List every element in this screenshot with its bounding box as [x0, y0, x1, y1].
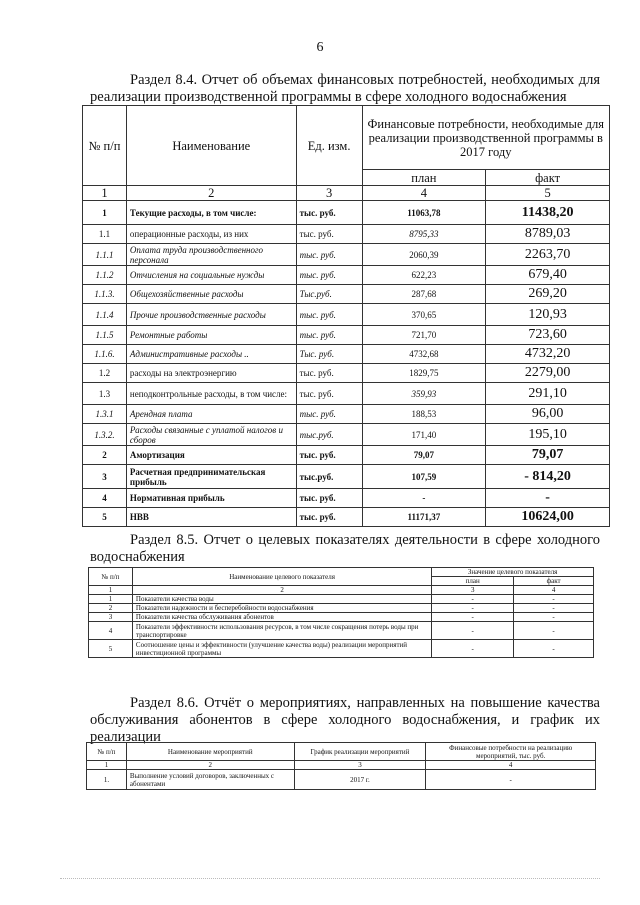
row-name: операционные расходы, из них [126, 225, 296, 244]
row-num: 5 [89, 640, 133, 658]
row-unit: тыс. руб. [296, 446, 362, 465]
header-indicator-name: Наименование целевого показателя [132, 568, 431, 586]
row-unit: тыс. руб. [296, 304, 362, 326]
table-row [89, 613, 594, 622]
row-fact: - [514, 613, 594, 622]
table-row [83, 345, 610, 364]
row-fact: 4732,20 [486, 345, 610, 364]
row-plan: - [432, 622, 514, 640]
row-name: Соотношение цены и эффективности (улучшение качества воды) реализации мероприятий инвестиционной программы [132, 640, 431, 658]
row-num: 5 [83, 508, 127, 527]
row-unit: тыс. руб. [296, 508, 362, 527]
header-plan: план [362, 170, 486, 186]
row-name: Выполнение условий договоров, заключенных с абонентами [126, 770, 294, 790]
table-row [83, 285, 610, 304]
row-plan: 721,70 [362, 326, 486, 345]
header-measures-name: Наименование мероприятий [126, 743, 294, 761]
col-number: 4 [362, 186, 486, 201]
table-row [83, 489, 610, 508]
table-row [83, 424, 610, 446]
row-fact: 11438,20 [486, 201, 610, 225]
row-plan: 2060,39 [362, 244, 486, 266]
row-unit: Тыс.руб. [296, 285, 362, 304]
financial-needs-rows [83, 201, 610, 527]
table-row [83, 304, 610, 326]
table-row [83, 225, 610, 244]
row-fact: - [514, 622, 594, 640]
row-num: 1.1.1 [83, 244, 127, 266]
col-number: 2 [126, 761, 294, 770]
table-row [83, 266, 610, 285]
row-num: 1.1.2 [83, 266, 127, 285]
row-name: Арендная плата [126, 405, 296, 424]
header-fact: факт [486, 170, 610, 186]
row-plan: - [432, 595, 514, 604]
table-row [83, 508, 610, 527]
col-number: 2 [132, 586, 431, 595]
row-unit: тыс.руб. [296, 465, 362, 489]
row-fact: - [514, 595, 594, 604]
row-num: 3 [83, 465, 127, 489]
row-fact: - [486, 489, 610, 508]
section-8-6-title: Раздел 8.6. Отчёт о мероприятиях, направленных на повышение качества обслуживания абонентов в сфере холодного водоснабжения, и график их реализации [90, 695, 600, 745]
col-number: 1 [87, 761, 127, 770]
row-unit: тыс. руб. [296, 405, 362, 424]
row-plan: 4732,68 [362, 345, 486, 364]
row-plan: 107,59 [362, 465, 486, 489]
target-indicators-table [88, 567, 594, 658]
row-name: Расчетная предпринимательская прибыль [126, 465, 296, 489]
row-name: расходы на электроэнергию [126, 364, 296, 383]
table-row [83, 364, 610, 383]
header-fact: факт [514, 577, 594, 586]
header-name: Наименование [126, 106, 296, 186]
row-fact: 195,10 [486, 424, 610, 446]
row-name: неподконтрольные расходы, в том числе: [126, 383, 296, 405]
row-fact: 2263,70 [486, 244, 610, 266]
measures-table [86, 742, 596, 790]
table-row [83, 326, 610, 345]
row-schedule: 2017 г. [294, 770, 426, 790]
col-number: 4 [426, 761, 596, 770]
header-financial-needs: Финансовые потребности, необходимые для реализации производственной программы в 2017 году [362, 106, 609, 170]
row-plan: 11171,37 [362, 508, 486, 527]
row-fact: 10624,00 [486, 508, 610, 527]
row-name: Амортизация [126, 446, 296, 465]
row-num: 2 [89, 604, 133, 613]
col-number: 1 [83, 186, 127, 201]
row-plan: 171,40 [362, 424, 486, 446]
row-name: Административные расходы .. [126, 345, 296, 364]
table-row [83, 465, 610, 489]
row-name: Показатели качества воды [132, 595, 431, 604]
row-fact: 79,07 [486, 446, 610, 465]
row-name: Нормативная прибыль [126, 489, 296, 508]
table-row [83, 244, 610, 266]
row-fact: 8789,03 [486, 225, 610, 244]
row-unit: тыс. руб. [296, 364, 362, 383]
row-name: Общехозяйственные расходы [126, 285, 296, 304]
row-name: Текущие расходы, в том числе: [126, 201, 296, 225]
row-financial-needs: - [426, 770, 596, 790]
row-name: Ремонтные работы [126, 326, 296, 345]
row-unit: Тыс. руб. [296, 345, 362, 364]
row-name: НВВ [126, 508, 296, 527]
row-fact: 269,20 [486, 285, 610, 304]
row-fact: 2279,00 [486, 364, 610, 383]
page-number: 6 [316, 40, 324, 55]
row-plan: - [432, 613, 514, 622]
row-num: 1.1.6. [83, 345, 127, 364]
scan-edge-dots [60, 878, 600, 879]
row-num: 1.1 [83, 225, 127, 244]
row-plan: 1829,75 [362, 364, 486, 383]
row-name: Показатели качества обслуживания абонентов [132, 613, 431, 622]
row-name: Показатели эффективности использования ресурсов, в том числе сокращения потерь воды при транспортировке [132, 622, 431, 640]
row-unit: тыс. руб. [296, 383, 362, 405]
row-fact: - 814,20 [486, 465, 610, 489]
table-row [87, 770, 596, 790]
row-num: 1 [89, 595, 133, 604]
header-measures-financial-needs: Финансовые потребности на реализацию мероприятий, тыс. руб. [426, 743, 596, 761]
target-indicators-rows [89, 595, 594, 658]
row-name: Показатели надежности и бесперебойности водоснабжения [132, 604, 431, 613]
col-number: 1 [89, 586, 133, 595]
row-num: 1.1.5 [83, 326, 127, 345]
table-row [83, 446, 610, 465]
row-plan: 287,68 [362, 285, 486, 304]
row-unit: тыс. руб. [296, 244, 362, 266]
row-num: 4 [83, 489, 127, 508]
header-plan: план [432, 577, 514, 586]
header-unit: Ед. изм. [296, 106, 362, 186]
table-row [89, 622, 594, 640]
section-8-4-title: Раздел 8.4. Отчет об объемах финансовых потребностей, необходимых для реализации производственной программы в сфере холодного водоснабжения [90, 72, 600, 105]
measures-rows [87, 770, 596, 790]
row-num: 1.1.4 [83, 304, 127, 326]
row-num: 3 [89, 613, 133, 622]
table-row [89, 595, 594, 604]
row-plan: 11063,78 [362, 201, 486, 225]
row-plan: 8795,33 [362, 225, 486, 244]
col-number: 2 [126, 186, 296, 201]
row-num: 2 [83, 446, 127, 465]
header-num: № п/п [89, 568, 133, 586]
row-fact: 679,40 [486, 266, 610, 285]
row-fact: - [514, 640, 594, 658]
row-plan: 359,93 [362, 383, 486, 405]
col-number: 4 [514, 586, 594, 595]
row-num: 1.1.3. [83, 285, 127, 304]
row-num: 1.3.2. [83, 424, 127, 446]
table-row [83, 201, 610, 225]
row-name: Отчисления на социальные нужды [126, 266, 296, 285]
row-plan: - [432, 604, 514, 613]
table-row [83, 383, 610, 405]
row-num: 4 [89, 622, 133, 640]
row-plan: - [432, 640, 514, 658]
header-schedule: График реализации мероприятий [294, 743, 426, 761]
row-num: 1. [87, 770, 127, 790]
row-unit: тыс. руб. [296, 489, 362, 508]
row-unit: тыс.руб. [296, 424, 362, 446]
row-fact: - [514, 604, 594, 613]
row-name: Прочие производственные расходы [126, 304, 296, 326]
table-row [89, 604, 594, 613]
col-number: 3 [296, 186, 362, 201]
row-num: 1.2 [83, 364, 127, 383]
row-plan: 370,65 [362, 304, 486, 326]
table-row [83, 405, 610, 424]
row-unit: тыс. руб. [296, 266, 362, 285]
row-plan: 622,23 [362, 266, 486, 285]
header-num: № п/п [87, 743, 127, 761]
row-unit: тыс. руб. [296, 225, 362, 244]
row-plan: - [362, 489, 486, 508]
col-number: 5 [486, 186, 610, 201]
row-fact: 723,60 [486, 326, 610, 345]
row-plan: 188,53 [362, 405, 486, 424]
table-row [89, 640, 594, 658]
row-fact: 291,10 [486, 383, 610, 405]
row-unit: тыс. руб. [296, 326, 362, 345]
financial-needs-table [82, 105, 610, 527]
row-name: Оплата труда производственного персонала [126, 244, 296, 266]
row-num: 1.3 [83, 383, 127, 405]
row-plan: 79,07 [362, 446, 486, 465]
row-unit: тыс. руб. [296, 201, 362, 225]
section-8-5-title: Раздел 8.5. Отчет о целевых показателях деятельности в сфере холодного водоснабжения [90, 532, 600, 565]
row-num: 1 [83, 201, 127, 225]
header-num: № п/п [83, 106, 127, 186]
col-number: 3 [432, 586, 514, 595]
col-number: 3 [294, 761, 426, 770]
row-fact: 120,93 [486, 304, 610, 326]
row-name: Расходы связанные с уплатой налогов и сборов [126, 424, 296, 446]
row-num: 1.3.1 [83, 405, 127, 424]
row-fact: 96,00 [486, 405, 610, 424]
header-indicator-value: Значение целевого показателя [432, 568, 594, 577]
